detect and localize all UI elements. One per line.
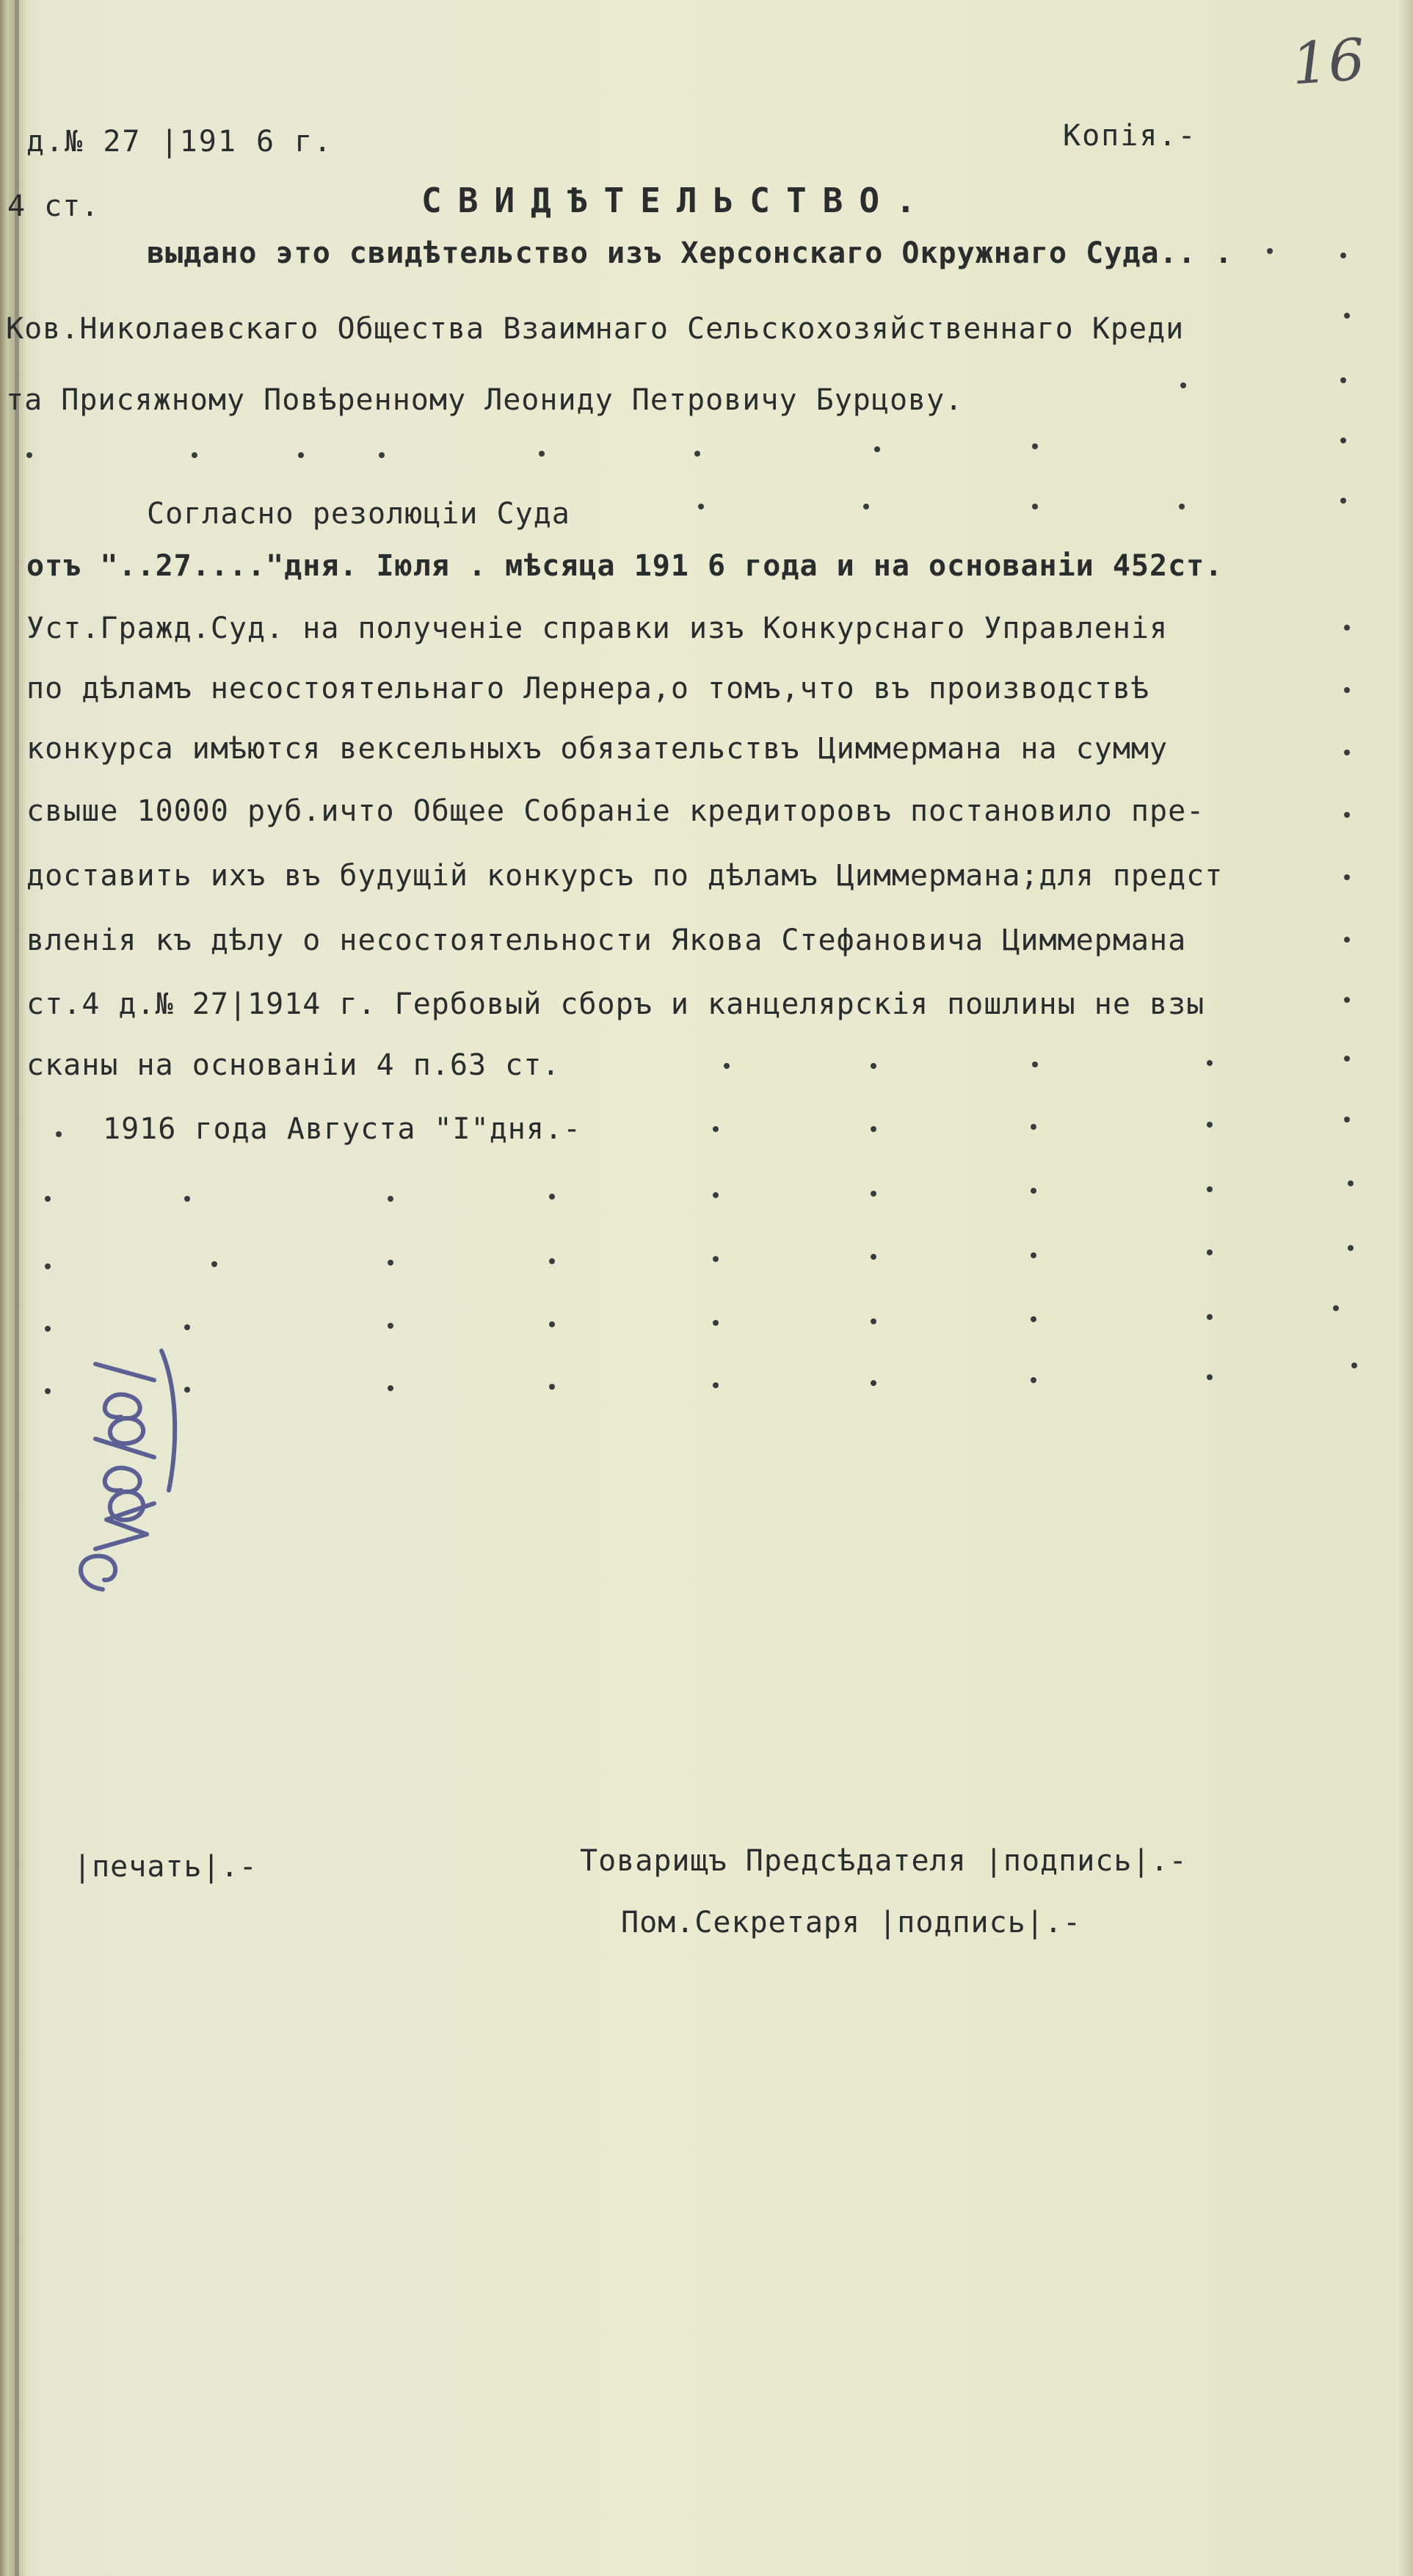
body-line: та Присяжному Повѣренному Леониду Петровичу Бурцову.	[6, 383, 964, 417]
registry-stamp	[51, 1307, 198, 1615]
body-line: свыше 10000 руб.ичто Общее Собраніе кредиторовъ постановило пре-	[26, 794, 1205, 828]
body-line: конкурса имѣются вексельныхъ обязательствъ Циммермана на сумму	[26, 732, 1169, 766]
deputy-chairman-signature: Товарищъ Предсѣдателя |подпись|.-	[580, 1844, 1188, 1878]
body-line: отъ "..27...."дня. Іюля . мѣсяца 191 6 года и на основаніи 452ст.	[26, 549, 1224, 583]
date-line: 1916 года Августа "I"дня.-	[103, 1112, 582, 1146]
document-title: СВИДѢТЕЛЬСТВО.	[421, 181, 932, 220]
body-line: вленія къ дѣлу о несостоятельности Якова Стефановича Циммермана	[26, 924, 1187, 957]
body-line: Ков.Николаевскаго Общества Взаимнаго Сельскохозяйственнаго Креди	[6, 312, 1185, 346]
body-line: сканы на основаніи 4 п.63 ст.	[26, 1048, 561, 1082]
assistant-secretary-signature: Пом.Секретаря |подпись|.-	[621, 1906, 1082, 1940]
page-number: 16	[1289, 26, 1367, 98]
body-line: доставить ихъ въ будущій конкурсъ по дѣламъ Циммермана;для предст	[26, 859, 1224, 893]
body-line: по дѣламъ несостоятельнаго Лернера,о томъ,что въ производствѣ	[26, 672, 1150, 705]
body-line: ст.4 д.№ 27|1914 г. Гербовый сборъ и канцелярскія пошлины не взы	[26, 987, 1205, 1021]
body-line: выдано это свидѣтельство изъ Херсонскаго Окружнаго Суда.. .	[147, 236, 1233, 270]
body-line: Согласно резолюціи Суда	[147, 497, 570, 531]
margin-reference: 4 ст.	[7, 189, 100, 223]
case-reference: д.№ 27 |191 6 г.	[26, 125, 333, 159]
copy-label: Копія.-	[1063, 119, 1197, 153]
seal-placeholder: |печать|.-	[73, 1850, 258, 1884]
body-line: Уст.Гражд.Суд. на полученіе справки изъ Конкурснаго Управленія	[26, 612, 1169, 645]
